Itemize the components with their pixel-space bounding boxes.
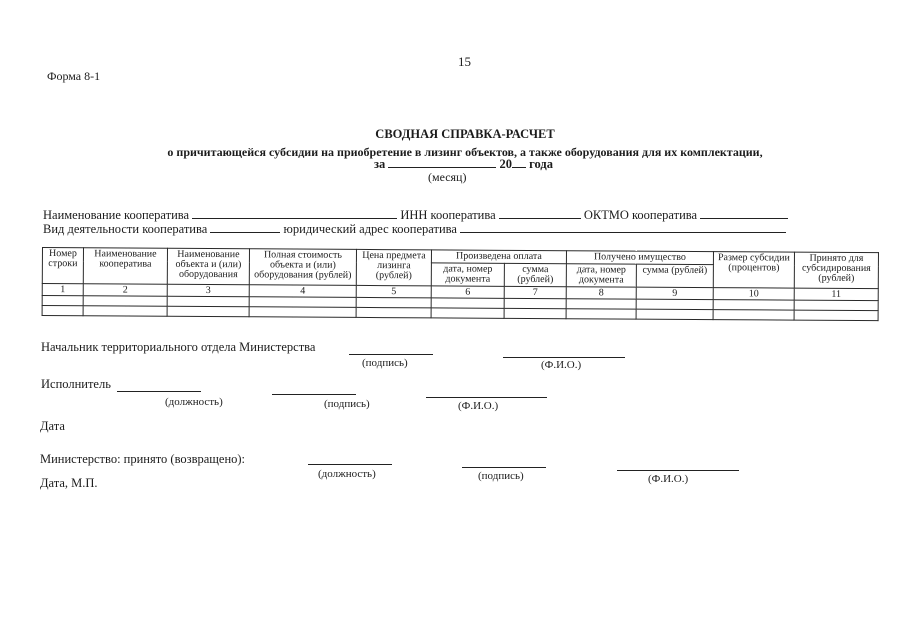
header-payment-doc: дата, номер документа	[431, 263, 504, 286]
year-suffix: года	[529, 157, 553, 171]
coop-name-blank	[192, 207, 397, 219]
table-cell[interactable]	[636, 309, 713, 319]
coop-info-line-2	[43, 221, 786, 237]
column-number: 2	[83, 284, 167, 297]
inn-blank	[499, 207, 581, 219]
ministry-position-hint: (должность)	[318, 468, 376, 480]
date-label: Дата	[40, 419, 65, 433]
header-subsidy-percent: Размер субсидии (процентов)	[713, 252, 794, 288]
ministry-signature-hint: (подпись)	[478, 470, 524, 482]
executor-position-line[interactable]	[117, 391, 201, 392]
column-number: 6	[431, 286, 504, 298]
executor-position-hint: (должность)	[165, 396, 223, 408]
date-stamp-label: Дата, М.П.	[40, 476, 98, 490]
header-property-group: Получено имущество	[566, 251, 713, 265]
executor-fio-line[interactable]	[426, 397, 547, 398]
executor-fio-hint: (Ф.И.О.)	[458, 400, 499, 412]
column-number: 9	[636, 287, 713, 299]
column-number: 4	[249, 285, 356, 298]
header-payment-sum: сумма (рублей)	[504, 263, 566, 286]
ministry-fio-hint: (Ф.И.О.)	[648, 473, 689, 485]
column-number: 5	[356, 285, 431, 297]
address-blank	[460, 221, 786, 233]
header-accepted-amount: Принято для субсидирования (рублей)	[794, 252, 878, 289]
chief-signature-line[interactable]	[349, 354, 433, 355]
ministry-position-line[interactable]	[308, 464, 392, 465]
header-payment-group: Произведена оплата	[431, 250, 566, 264]
table-cell[interactable]	[167, 296, 249, 307]
page-number: 15	[458, 54, 471, 69]
table-cell[interactable]	[83, 296, 167, 307]
chief-fio-line[interactable]	[503, 357, 625, 358]
table-cell[interactable]	[249, 307, 356, 318]
header-property-doc: дата, номер документа	[566, 264, 636, 287]
table-cell[interactable]	[566, 299, 636, 309]
header-coop-name: Наименование кооператива	[83, 248, 167, 285]
table-cell[interactable]	[42, 306, 83, 316]
executor-signature-hint: (подпись)	[324, 398, 370, 410]
chief-signature-hint: (подпись)	[362, 357, 408, 369]
table-cell[interactable]	[431, 308, 504, 318]
address-label: юридический адрес кооператива	[283, 222, 457, 236]
document-subtitle: о причитающейся субсидии на приобретение в лизинг объектов, а также оборудования для их комплектации,	[167, 145, 763, 159]
year-prefix: 20	[499, 157, 513, 171]
header-row-number: Номер строки	[42, 248, 83, 284]
table-cell[interactable]	[636, 299, 713, 309]
table-cell[interactable]	[504, 298, 566, 308]
ministry-fio-line[interactable]	[617, 470, 739, 471]
table-cell[interactable]	[167, 306, 249, 317]
ministry-label: Министерство: принято (возвращено):	[40, 452, 246, 466]
coop-name-label: Наименование кооператива	[43, 208, 190, 222]
table-cell[interactable]	[794, 310, 878, 321]
activity-blank	[210, 221, 280, 233]
activity-label: Вид деятельности кооператива	[43, 222, 208, 236]
column-number: 11	[794, 288, 878, 301]
table-cell[interactable]	[431, 298, 504, 308]
table-cell[interactable]	[794, 300, 878, 311]
header-property-sum: сумма (рублей)	[636, 264, 713, 287]
table-cell[interactable]	[504, 308, 566, 318]
chief-fio-hint: (Ф.И.О.)	[541, 359, 582, 371]
period-za: за	[374, 157, 386, 171]
column-number: 3	[167, 284, 249, 297]
document-title: СВОДНАЯ СПРАВКА-РАСЧЕТ	[375, 127, 555, 141]
subsidy-table	[42, 247, 879, 321]
month-blank	[388, 157, 496, 168]
table-cell[interactable]	[356, 307, 431, 317]
form-label: Форма 8-1	[47, 69, 101, 83]
header-full-cost: Полная стоимость объекта и (или) оборудования (рублей)	[249, 249, 356, 286]
month-hint: (месяц)	[428, 170, 467, 184]
column-number: 8	[566, 287, 636, 299]
table-cell[interactable]	[713, 310, 794, 320]
table-cell[interactable]	[713, 300, 794, 310]
header-lease-price: Цена предмета лизинга (рублей)	[356, 249, 431, 285]
column-number: 7	[504, 286, 566, 298]
table-cell[interactable]	[249, 297, 356, 308]
ministry-signature-line[interactable]	[462, 467, 546, 468]
table-cell[interactable]	[83, 306, 167, 317]
header-object-name: Наименование объекта и (или) оборудования	[167, 248, 249, 285]
executor-label: Исполнитель	[41, 377, 111, 391]
inn-label: ИНН кооператива	[400, 208, 496, 222]
oktmo-label: ОКТМО кооператива	[583, 208, 698, 222]
oktmo-blank	[700, 207, 788, 219]
year-blank	[512, 157, 526, 168]
column-number: 1	[42, 284, 83, 296]
table-cell[interactable]	[566, 309, 636, 319]
table-cell[interactable]	[42, 296, 83, 306]
column-number: 10	[713, 288, 794, 300]
chief-label: Начальник территориального отдела Министерства	[41, 340, 316, 354]
table-cell[interactable]	[356, 297, 431, 307]
executor-signature-line[interactable]	[272, 394, 356, 395]
